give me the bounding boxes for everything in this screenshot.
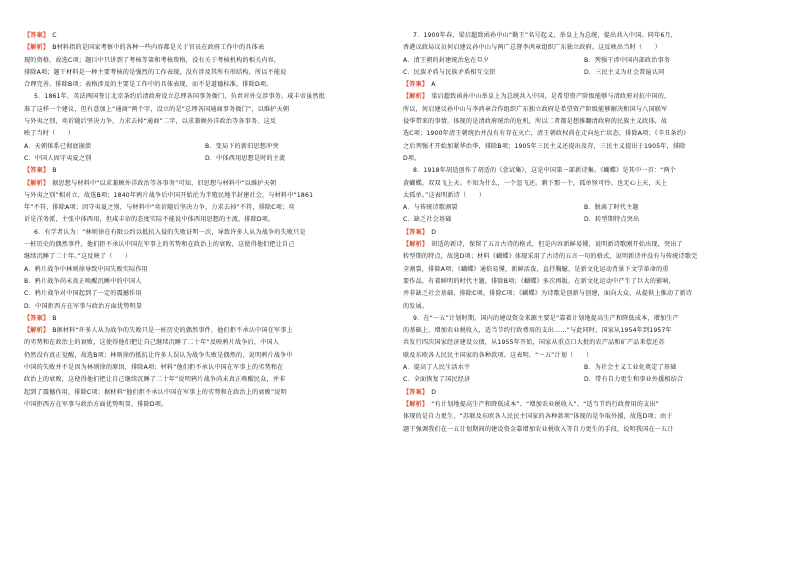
text-line xyxy=(24,399,386,411)
line-text: 现的资格，故选C项；题目中只讲到了考核等第和考核资格，没有关于考核机构的相关内容， xyxy=(24,56,281,64)
text-line xyxy=(24,276,386,288)
option-a xyxy=(403,214,584,226)
line-text: 与外夷之别，奕䜣随后坚决力争，力求去掉“通商”二字，以求兼顾外洋政治等各事务。这反 xyxy=(24,118,277,126)
line-text: D xyxy=(431,228,437,236)
text-line xyxy=(403,190,765,202)
analysis-tag: 【解析】 xyxy=(24,179,50,187)
text-line xyxy=(403,350,765,362)
answer-line xyxy=(24,313,386,325)
text-line xyxy=(403,325,765,337)
text-line xyxy=(24,190,386,202)
option-a xyxy=(403,202,584,214)
answer-tag: 【答案】 xyxy=(24,32,50,39)
text-line xyxy=(403,30,765,42)
line-text: 的基础上，增加农业税收入，适当节约行政费用的支出……”与此同时，国家从1954年到1957年 xyxy=(403,327,672,335)
option-row xyxy=(403,362,765,374)
option-text: D．中体西用思想是时的主流 xyxy=(205,154,286,162)
line-text: 7．1900年春，梁启超致函孙中山“勤王”名号起义，举皇上为总统，提出共入中国。同年6月， xyxy=(413,32,678,39)
option-text: B．脱离了时代主题 xyxy=(584,204,639,212)
analysis-tag: 【解析】 xyxy=(24,44,50,52)
line-text: B据材料“许多人从为战争的失败只是一桩历史的偶然事件，他们拒不承认中国在军事上 xyxy=(52,327,293,335)
option-b xyxy=(584,55,765,67)
option-text: B．为社会主义工业化奠定了基础 xyxy=(584,364,677,372)
line-text: 所以，何启建议孙中山与李鸿章合作组织广东独立政府是希望资产阶级能够解决和国与八国联军 xyxy=(403,105,668,113)
text-line xyxy=(403,128,765,140)
text-line xyxy=(24,91,386,103)
line-text: 中国拒西方在军事与政治方面优势明显，排除D项。 xyxy=(24,400,168,408)
text-line xyxy=(24,288,386,300)
analysis-tag: 【解析】 xyxy=(403,400,429,408)
line-text: 9．在“一五”计划时期，国内的建设资金来源主要是“靠着计划地提高生产和降低成本，增加生产 xyxy=(413,314,679,322)
option-text: B．变局下的新旧思想冲突 xyxy=(205,142,279,150)
right-column xyxy=(403,30,765,436)
line-text: 选C项；1900年清王朝统治并没有有存在灭亡，清王朝政权尚在走向危亡状态，排除A项；《辛丑条约》 xyxy=(403,130,690,138)
left-column xyxy=(24,30,386,411)
line-text: A xyxy=(431,81,436,89)
answer-line xyxy=(24,30,386,42)
text-line xyxy=(403,251,765,263)
answer-tag: 【答案】 xyxy=(403,388,429,396)
text-line xyxy=(24,362,386,374)
option-text: C．缺乏社会基础 xyxy=(403,216,452,224)
text-line xyxy=(403,42,765,54)
option-b xyxy=(584,374,765,386)
option-text: A．天朝体系已彻底崩溃 xyxy=(24,142,92,150)
option-text: D．带有自力更生和事业外援相结合 xyxy=(584,376,684,384)
line-text: 一桩历史的偶然事件，他们拒不承认中国在军事上的劣势和在政治上的衰败，这使得他们把让自己 xyxy=(24,241,295,249)
text-line xyxy=(403,104,765,116)
option-b xyxy=(584,214,765,226)
line-text: D项。 xyxy=(403,154,421,162)
text-line xyxy=(403,313,765,325)
text-line xyxy=(403,153,765,165)
option-b xyxy=(584,362,765,374)
option-row xyxy=(24,153,386,165)
answer-tag: 【答案】 xyxy=(403,81,429,89)
line-text: 之后列强才开始加紧华治华，排除B项；1905年三民主义还提出及存，三民主义提出于1905年，排除 xyxy=(403,142,686,150)
line-text: 要作品，有着鲜明的时代主题，排除B项；《蝴蝶》多次再版，在新文化运动中产生了巨大的影响， xyxy=(403,277,675,285)
text-line xyxy=(403,411,765,423)
option-row xyxy=(403,214,765,226)
analysis-line xyxy=(24,178,386,190)
text-line xyxy=(403,424,765,436)
option-a xyxy=(403,67,584,79)
option-row xyxy=(403,55,765,67)
text-line xyxy=(403,178,765,190)
text-line xyxy=(24,374,386,386)
answer-tag: 【答案】 xyxy=(403,228,429,236)
analysis-line xyxy=(403,399,765,411)
option-row xyxy=(403,67,765,79)
option-row xyxy=(403,374,765,386)
line-text: 并非缺乏社会基础，排除C项。排除C项；《蝴蝶》为诗歌是创新与创建，面向大众，从提供上推动了新诗 xyxy=(403,290,693,298)
option-row xyxy=(24,141,386,153)
analysis-line xyxy=(24,42,386,54)
option-b xyxy=(205,141,386,153)
text-line xyxy=(24,227,386,239)
analysis-tag: 【解析】 xyxy=(403,241,429,249)
text-line xyxy=(24,337,386,349)
line-text: 联及东欧各人民民主国家的各种款项。这表明，“一五”计划（ ） xyxy=(403,351,593,359)
option-text: D．转型期特点突出 xyxy=(584,216,640,224)
line-text: 太孤单。”这表明新诗（ ） xyxy=(403,191,486,199)
line-text: 与外夷之别”相对立，故选B项；1840年鸦片战争后中国开始沦为半殖民地半封建社会，与材料中“1861 xyxy=(24,191,314,199)
line-text: 香港议政局议员何启建议孙中山与两广总督李鸿章组织广东独立政府。这反映出当时（ ） xyxy=(403,44,662,52)
text-line xyxy=(24,104,386,116)
line-text: 合理完善，排除B项；表格涉及的主要是工作中的具体表现，而不是道德标准，排除D项。 xyxy=(24,81,273,89)
text-line xyxy=(24,67,386,79)
option-a xyxy=(24,153,205,165)
text-line xyxy=(403,264,765,276)
line-text: 的发展。 xyxy=(403,302,429,310)
text-line xyxy=(24,387,386,399)
text-line xyxy=(24,239,386,251)
text-line xyxy=(24,214,386,226)
analysis-tag: 【解析】 xyxy=(403,93,429,101)
line-text: D xyxy=(431,388,437,396)
text-line xyxy=(24,128,386,140)
line-text: 仍然没有真正觉醒，故选B项；林则徐的抵抗让许多人误认为战争失败是偶然的，说明鸦片战争中 xyxy=(24,351,293,359)
line-text: 政治上的衰败，这使得他们把让自己继续沉睡了二十年”说明鸦片战争尚未真正唤醒民众，并非 xyxy=(24,376,286,384)
answer-line xyxy=(403,227,765,239)
option-text: A．与传统诗歌割裂 xyxy=(403,204,458,212)
line-text: 胡适的新诗，保留了五言古诗的格式，但是内容新鲜易懂，说明新诗歌刚开始出现，突出了 xyxy=(431,241,683,249)
line-text: 黄蝴蝶，双双飞上天。不知为什么，一个忽飞还。剩下那一个，孤单怪可怜。也无心上天，天上 xyxy=(403,179,668,187)
line-text: 年”不符，排除A项；因守夷夏之别，与材料中“奕䜣随后坚决力争，力求去掉”不符，排除C项；奕 xyxy=(24,204,295,212)
line-text: “有计划地提高生产和降低成本”、“增加农业税收入”、“适当节约行政费用的支出” xyxy=(431,400,660,408)
answer-line xyxy=(403,387,765,399)
line-text: 转型期的特点，故选D项；材料《蝴蝶》体现采用了古诗的五言一句的格式，说明新诗并没有与传统诗歌完 xyxy=(403,253,698,261)
text-line xyxy=(403,337,765,349)
text-line xyxy=(24,251,386,263)
answer-line xyxy=(24,165,386,177)
line-text: 继续沉睡了二十年。”这反映了（ ） xyxy=(24,253,132,261)
option-text: C．全面恢复了国民经济 xyxy=(403,376,471,384)
line-text: 题干强调我们在一五计划期间的建设资金靠增加农业税收入等自力更生的手段，说明我国在一五计 xyxy=(403,425,674,433)
line-text: C．鸦片战争对中国起到了一定的震撼作用 xyxy=(24,290,142,298)
line-text: 梁启超致函孙中山举皇上为总统共入中国，是希望资产阶级能够与清政府对抗中国的， xyxy=(431,93,671,101)
analysis-line xyxy=(403,91,765,103)
option-text: C．中国人固守夷夏之别 xyxy=(24,154,92,162)
answer-tag: 【答案】 xyxy=(24,167,50,175)
text-line xyxy=(24,350,386,362)
line-text: 6．有学者认为：“林则徐在有限公约以抵抗入侵的失败证明一次，导致许多人从为战争的失败只是 xyxy=(34,228,306,236)
line-text: 5．1861年，英法两国签订北京条约后清政府设立总理各国事务衙门，负责对外交涉事务。咸丰帝虽然批 xyxy=(34,93,326,101)
line-text: 映了当时（ ） xyxy=(24,130,75,138)
line-text: 体现的是自力更生，“苏联及东欧各人民民主国家的各种款项”体现的是争取外援，故选D项；由于 xyxy=(403,413,673,421)
text-line xyxy=(24,202,386,214)
option-a xyxy=(403,362,584,374)
answer-line xyxy=(403,79,765,91)
line-text: 侵华带来的事情，体现的是清政府统治的危机，所以二者都是想推翻清政府的民族主义政体，故 xyxy=(403,118,668,126)
line-text: 䜣是洋务派，主张中体西用，但咸丰帝的态度实际不能说中体西用思想的主流，排除D项。 xyxy=(24,216,275,224)
line-text: 中国的失败并不是因为林则徐的原因，排除A项；材料“他们拒不承认中国在军事上的劣势和在 xyxy=(24,364,284,372)
option-b xyxy=(584,202,765,214)
text-line xyxy=(24,264,386,276)
option-b xyxy=(205,153,386,165)
text-line xyxy=(24,79,386,91)
line-text: 准了这样一个建议，但有意加上“通商”两个字，设立的是“总理各国通商事务衙门”，以维护天朝 xyxy=(24,105,290,113)
line-text: A．鸦片战争中林则徐导致中国失败实际作用 xyxy=(24,265,148,273)
line-text: B xyxy=(52,167,57,175)
text-line xyxy=(403,276,765,288)
analysis-line xyxy=(403,239,765,251)
line-text: 的劣势和在政治上的衰败，这使得他们把让自己继续沉睡了二十年”反映鸦片战争后，中国人 xyxy=(24,339,280,347)
answer-tag: 【答案】 xyxy=(24,314,50,322)
text-line xyxy=(24,116,386,128)
option-text: A．清王朝的封建统治危在旦夕 xyxy=(403,56,490,64)
text-line xyxy=(24,55,386,67)
line-text: B材料指的是国家考察中的各种一些内容都是关于官员在政府工作中的具体表 xyxy=(52,44,265,52)
option-text: A．提高了人民生活水平 xyxy=(403,364,471,372)
line-text: C xyxy=(52,32,57,39)
text-line xyxy=(403,141,765,153)
line-text: 8．1918年胡适创作了胡适的《尝试集》，这是中国第一部新诗集。《蝴蝶》是其中一首：“两个 xyxy=(413,167,677,175)
option-a xyxy=(403,374,584,386)
option-text: C．民族矛盾与民族矛盾相互交织 xyxy=(403,68,496,76)
option-b xyxy=(584,67,765,79)
text-line xyxy=(403,116,765,128)
line-text: 全割裂，排除A项；《蝴蝶》通俗易懂，新鲜活泼，直抒胸臆，是新文化运动背景下文学革命的重 xyxy=(403,265,669,273)
line-text: 共发行四次国家经济建设公债，从1955年开始，国家从重点口大批的农产品和矿产品来偿还苏 xyxy=(403,339,665,347)
line-text: 起到了震撼作用，排除C项；据材料“他们拒不承认中国在军事上的劣势和在政治上的衰败”说明 xyxy=(24,388,287,396)
analysis-tag: 【解析】 xyxy=(24,327,50,335)
option-text: B．列强干涉中国内部政治事务 xyxy=(584,56,671,64)
line-text: 据思想与材料中“以求兼顾外洋政治等各事务”可知，旧思想与材料中“以维护天朝 xyxy=(52,179,277,187)
line-text: B．鸦片战争尚未真正唤醒沉睡中的中国人 xyxy=(24,277,142,285)
option-text: D．三民主义为社会普遍认同 xyxy=(584,68,665,76)
option-a xyxy=(24,141,205,153)
line-text: D．中国拒西方在军事与政治方面优势明显 xyxy=(24,302,143,310)
option-a xyxy=(403,55,584,67)
text-line xyxy=(403,288,765,300)
line-text: B xyxy=(52,314,57,322)
line-text: 排除A项；题干材料是一种主要考核的是强烈的工作表现，没有涉及其所有形结构，所以不能说 xyxy=(24,68,287,76)
analysis-line xyxy=(24,325,386,337)
option-row xyxy=(403,202,765,214)
text-line xyxy=(24,301,386,313)
text-line xyxy=(403,165,765,177)
text-line xyxy=(403,301,765,313)
